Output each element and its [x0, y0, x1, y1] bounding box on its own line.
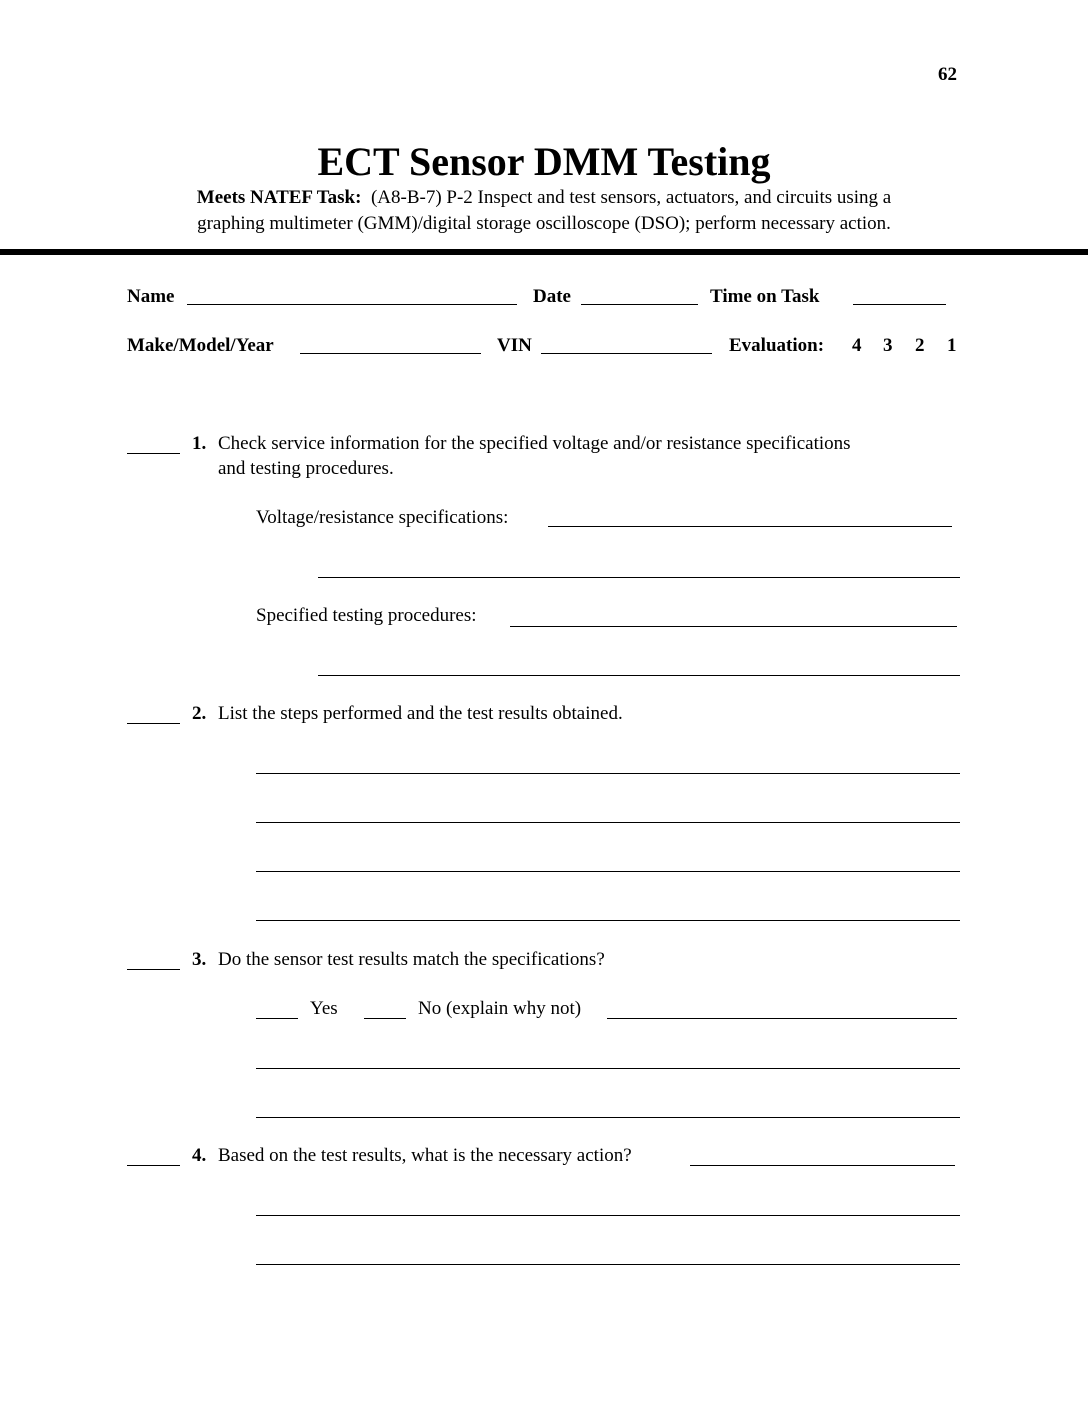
item-2-answer-line[interactable]: [256, 871, 960, 872]
item-4-answer-line[interactable]: [256, 1215, 960, 1216]
item-3-check-blank[interactable]: [127, 969, 180, 970]
item-3-number: 3.: [192, 949, 207, 970]
procedures-label: Specified testing procedures:: [256, 605, 477, 626]
name-label: Name: [127, 286, 175, 307]
task-line-2: graphing multimeter (GMM)/digital storage oscilloscope (DSO); perform necessary action.: [197, 213, 891, 234]
vin-field[interactable]: [541, 353, 712, 354]
page-number: 62: [938, 64, 957, 85]
header-divider: [0, 249, 1088, 255]
make-model-year-field[interactable]: [300, 353, 481, 354]
evaluation-score-1[interactable]: 1: [947, 335, 957, 356]
task-line-1: [0, 187, 1088, 209]
no-label: No (explain why not): [418, 998, 582, 1019]
spec-label: Voltage/resistance specifications:: [256, 507, 509, 528]
evaluation-score-3[interactable]: 3: [883, 335, 893, 356]
task-text-1: (A8-B-7) P-2 Inspect and test sensors, actuators, and circuits using a: [370, 187, 892, 208]
explain-field[interactable]: [607, 1018, 957, 1019]
procedures-field[interactable]: [510, 626, 957, 627]
item-4-text: Based on the test results, what is the necessary action?: [218, 1145, 632, 1166]
item-2-text: List the steps performed and the test results obtained.: [218, 703, 623, 724]
item-2-number: 2.: [192, 703, 207, 724]
action-field[interactable]: [690, 1165, 955, 1166]
page-title: ECT Sensor DMM Testing: [317, 139, 771, 184]
spec-field[interactable]: [548, 526, 952, 527]
item-2-answer-line[interactable]: [256, 920, 960, 921]
item-3-answer-line[interactable]: [256, 1068, 960, 1069]
item-3-answer-line[interactable]: [256, 1117, 960, 1118]
date-label: Date: [533, 286, 571, 307]
item-2-answer-line[interactable]: [256, 773, 960, 774]
time-on-task-field[interactable]: [853, 304, 946, 305]
make-model-year-label: Make/Model/Year: [127, 335, 274, 356]
item-1-text-cont: and testing procedures.: [218, 458, 394, 479]
item-1-check-blank[interactable]: [127, 453, 180, 454]
task-label: Meets NATEF Task:: [196, 187, 362, 208]
yes-label: Yes: [310, 998, 338, 1019]
spec-field-line-2[interactable]: [318, 577, 960, 578]
item-3-text: Do the sensor test results match the specifications?: [218, 949, 605, 970]
no-blank[interactable]: [364, 1018, 406, 1019]
item-2-answer-line[interactable]: [256, 822, 960, 823]
evaluation-label: Evaluation:: [729, 335, 825, 356]
item-1-number: 1.: [192, 433, 207, 454]
item-4-number: 4.: [192, 1145, 207, 1166]
time-on-task-label: Time on Task: [710, 286, 820, 307]
date-field[interactable]: [581, 304, 698, 305]
vin-label: VIN: [497, 335, 532, 356]
procedures-field-line-2[interactable]: [318, 675, 960, 676]
item-2-check-blank[interactable]: [127, 723, 180, 724]
item-4-check-blank[interactable]: [127, 1165, 180, 1166]
evaluation-score-2[interactable]: 2: [915, 335, 925, 356]
evaluation-score-4[interactable]: 4: [852, 335, 862, 356]
item-4-answer-line[interactable]: [256, 1264, 960, 1265]
name-field[interactable]: [187, 304, 517, 305]
item-1-text: Check service information for the specified voltage and/or resistance specifications: [218, 433, 851, 454]
yes-blank[interactable]: [256, 1018, 298, 1019]
